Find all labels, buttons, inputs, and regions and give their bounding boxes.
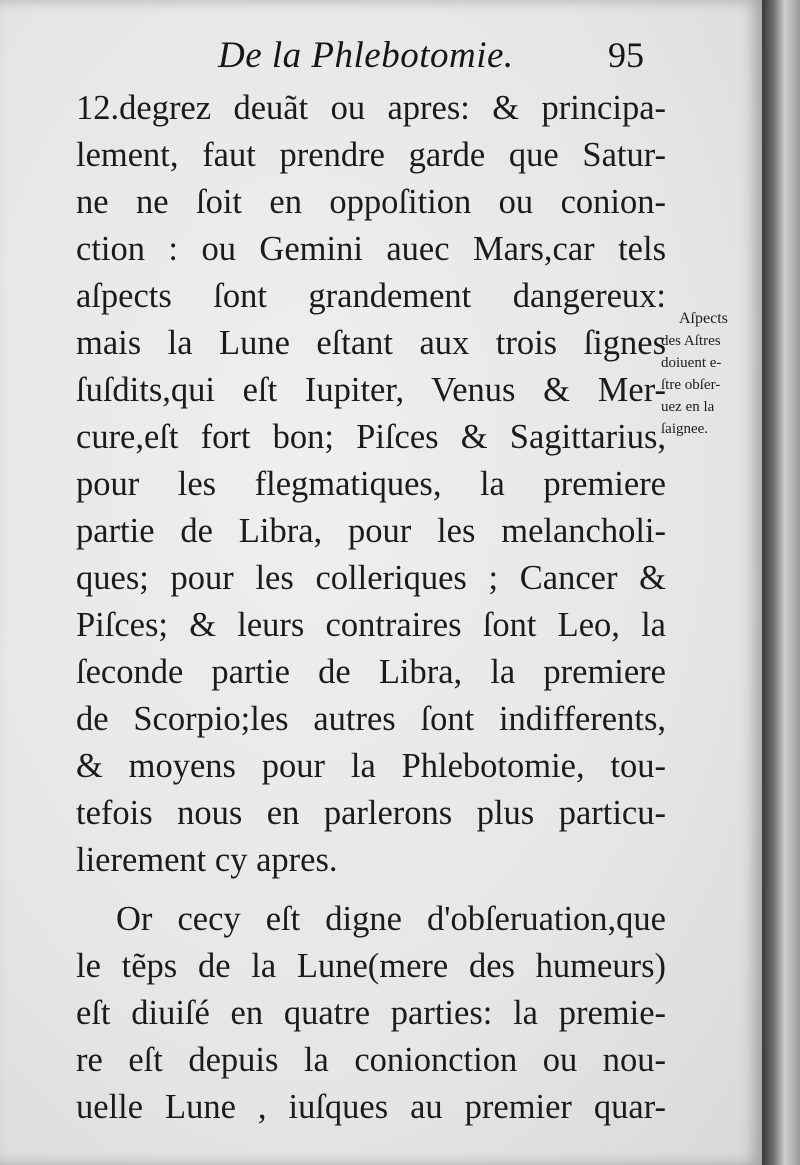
text-line: ſeconde partie de Libra, la premiere [76,653,666,691]
page-header [0,34,762,84]
text-line: re eſt depuis la conionction ou nou- [76,1041,666,1079]
text-line: pour les flegmatiques, la premiere [76,465,666,503]
text-line: ſuſdits,qui eſt Iupiter, Venus & Mer- [76,371,666,409]
marginal-note-line: ſaignee. [661,421,709,437]
page-number: 95 [608,35,644,75]
text-line: mais la Lune eſtant aux trois ſignes [76,324,666,362]
marginal-note [661,308,761,440]
marginal-note-line: des Aſtres [661,333,721,349]
text-line: Or cecy eſt digne d'obſeruation,que [116,900,666,938]
paragraph-2 [76,896,666,1131]
text-line: aſpects ſont grandement dangereux: [76,277,666,315]
marginal-note-line: Aſpects [679,310,728,327]
marginal-note-line: ſtre obſer- [661,377,721,393]
text-line: uelle Lune , iuſques au premier quar- [76,1088,666,1126]
main-text [76,85,666,1131]
text-line: Piſces; & leurs contraires ſont Leo, la [76,606,666,644]
book-gutter [762,0,800,1165]
text-line: cure,eſt fort bon; Piſces & Sagittarius, [76,418,666,456]
marginal-note-line: doiuent e- [661,355,722,371]
text-line: le tẽps de la Lune(mere des humeurs) [76,947,666,985]
paragraph-1 [76,85,666,884]
marginal-note-line: uez en la [661,399,715,415]
text-line: ction : ou Gemini auec Mars,car tels [76,230,666,268]
paragraph-gap [76,884,666,896]
text-line: ne ne ſoit en oppoſition ou conion- [76,183,666,221]
text-line: lierement cy apres. [76,841,338,879]
text-line: 12.degrez deuãt ou apres: & principa- [76,89,666,127]
text-line: lement, faut prendre garde que Satur- [76,136,666,174]
running-title: De la Phlebotomie. [218,35,514,76]
text-line: & moyens pour la Phlebotomie, tou- [76,747,666,785]
text-line: eſt diuiſé en quatre parties: la premie- [76,994,666,1032]
text-line: ques; pour les colleriques ; Cancer & [76,559,666,597]
text-line: tefois nous en parlerons plus particu- [76,794,666,832]
text-line: de Scorpio;les autres ſont indifferents, [76,700,666,738]
text-line: partie de Libra, pour les melancholi- [76,512,666,550]
